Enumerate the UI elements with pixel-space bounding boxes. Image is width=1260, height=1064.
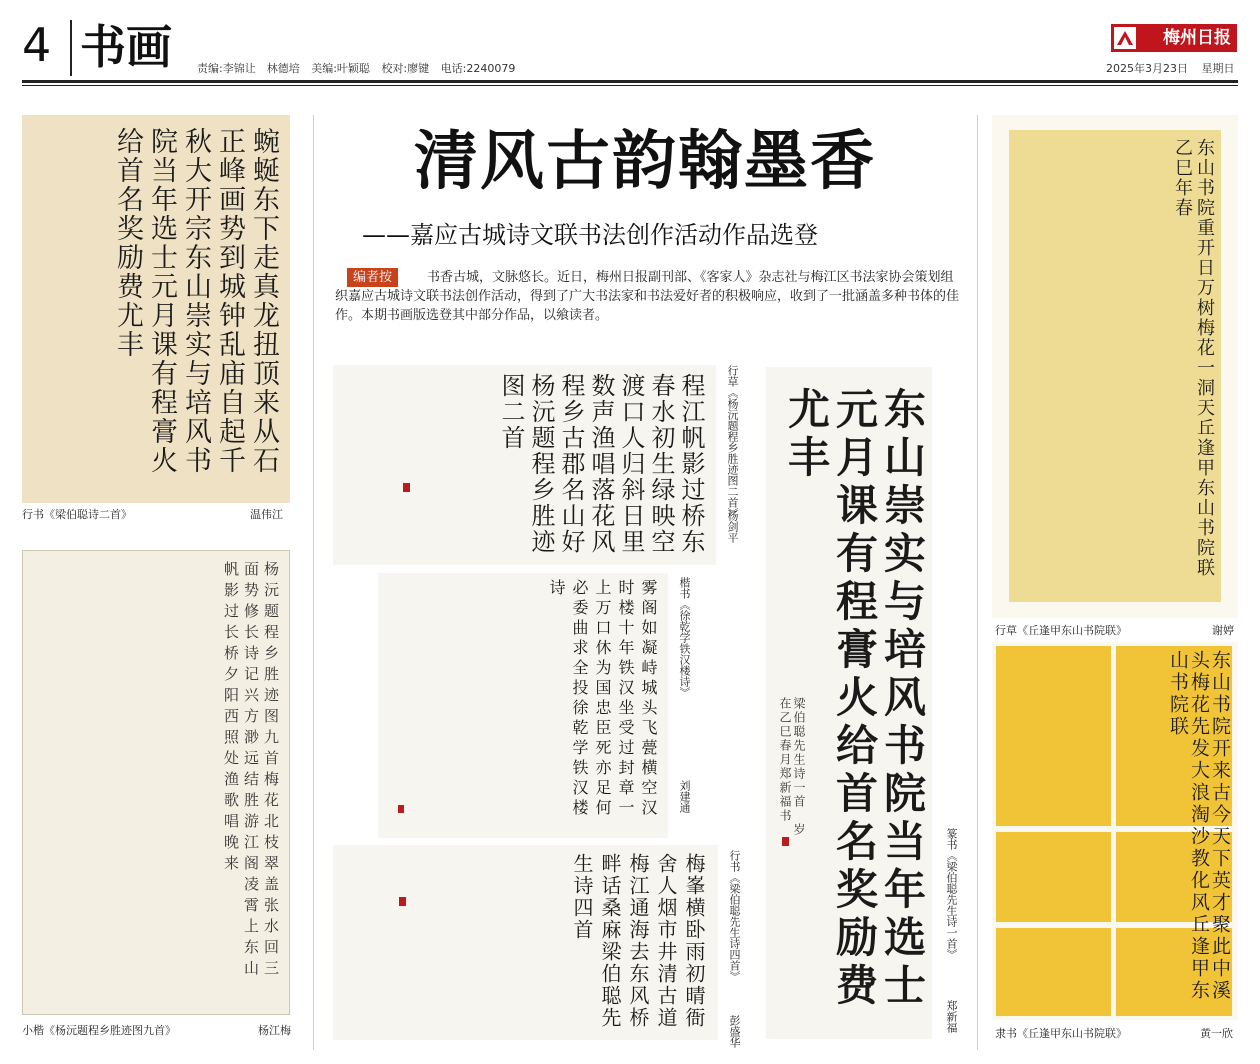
header-rule — [22, 80, 1238, 83]
seal-stamp — [403, 483, 410, 492]
calligraphy-text: 东山书院重开日万树梅花一洞天丘逢甲东山书院联乙巳年春 — [1172, 138, 1215, 578]
seal-stamp — [399, 897, 406, 906]
column-divider-right — [977, 115, 978, 1050]
seal-stamp — [782, 837, 789, 846]
artwork-caption: 行草《杨沅题程乡胜迹图二首》 — [726, 365, 739, 519]
page-number: 4 — [22, 18, 52, 72]
artwork-lishu-huang — [992, 642, 1238, 1020]
artwork-caption: 行书《梁伯聪诗二首》 — [22, 508, 132, 521]
seal-script-inscription: 梁伯聪先生诗一首 岁在乙巳春月郑新福书 — [778, 697, 806, 837]
artwork-xingcao-yang — [333, 365, 716, 565]
plum-blossom-icon — [1114, 27, 1136, 49]
calligraphy-text: 东山书院开来古今天下英才聚此中溪头梅花先发大浪淘沙教化风丘逢甲东山书院联 — [1167, 650, 1231, 1002]
credit-phone: 电话:2240079 — [440, 62, 516, 75]
weekday-text: 星期日 — [1201, 62, 1235, 75]
section-title: 书画 — [80, 20, 172, 74]
calligraphy-text: 程江帆影过桥东春水初生绿映空渡口人归斜日里数声渔唱落花风程乡古郡名山好杨沅题程乡胜迹图二首 — [497, 373, 705, 555]
artwork-caption: 隶书《丘逢甲东山书院联》 — [995, 1027, 1127, 1040]
artwork-kaishu-liu — [378, 573, 668, 838]
artwork-caption: 篆书《梁伯聪先生诗一首》 — [945, 828, 958, 960]
artwork-xingcao-xie — [992, 115, 1238, 618]
artist-name: 杨江梅 — [258, 1024, 291, 1037]
artist-name: 刘建通 — [678, 780, 691, 813]
article-headline: 清风古韵翰墨香 — [414, 124, 876, 199]
editorial-credits — [197, 60, 523, 76]
calligraphy-text: 蜿蜒东下走真龙扭顶来从石正峰画势到城钟乱庙自起千秋大开宗东山崇实与培风书院当年选士元月课有程膏火给首名奖励费尤丰 — [112, 127, 279, 475]
calligraphy-text: 杨沅题程乡胜迹图九首梅花北枝翠盖张水回三面势修长诗记兴方渺远结胜游江阁凌霄上东山帆影过长桥夕阳西照处渔歌唱晚来 — [222, 561, 280, 981]
calligraphy-text: 东山崇实与培风书院当年选士元月课有程膏火给首名奖励费尤丰 — [782, 387, 927, 1011]
artwork-zhuanshu-zheng — [766, 367, 932, 1039]
artwork-caption: 行草《丘逢甲东山书院联》 — [995, 624, 1127, 637]
seal-stamp — [398, 805, 404, 813]
editor-note: 书香古城，文脉悠长。近日，梅州日报副刊部、《客家人》杂志社与梅江区书法家协会策划组织嘉应古城诗文联书法创作活动，得到了广大书法家和书法爱好者的积极响应，收到了一批涵盖多种书体的佳作。本期书画版选登其中部分作品，以飨读者。 — [335, 270, 960, 323]
newspaper-logo: 梅州日报 — [1111, 24, 1237, 52]
artist-name: 彭盛华 — [728, 1015, 741, 1048]
artist-name: 谢婷 — [1212, 624, 1234, 637]
header-rule-thin — [22, 85, 1238, 86]
calligraphy-text: 雾阁如凝峙城头飞甍横空汉时楼十年铁汉坐受过封章一上万口休为国忠臣死亦足何必委曲求全投徐乾学铁汉楼诗 — [547, 579, 658, 819]
calligraphy-text: 梅峯横卧雨初晴衙舍人烟市井清古道梅江通海去东风桥畔话桑麻梁伯聪先生诗四首 — [570, 853, 706, 1029]
artwork-xiaokai-yang — [22, 550, 290, 1015]
artwork-caption: 行书《梁伯聪先生诗四首》 — [728, 850, 741, 982]
artwork-caption: 小楷《杨沅题程乡胜迹图九首》 — [22, 1024, 176, 1037]
artist-name: 杨剑平 — [726, 510, 739, 543]
scroll-paper — [1009, 130, 1221, 602]
column-divider-left — [313, 115, 314, 1050]
artwork-xingshu-liang — [22, 115, 290, 503]
editor-note-tag: 编者按 — [347, 268, 398, 287]
artist-name: 温伟江 — [250, 508, 283, 521]
credit-designer: 美编:叶颖聪 — [311, 62, 370, 75]
issue-date — [1096, 60, 1235, 76]
artist-name: 黄一欣 — [1200, 1027, 1233, 1040]
artwork-caption: 楷书《徐乾学铁汉楼诗》 — [678, 577, 691, 698]
header-divider — [70, 20, 72, 76]
artwork-xingshu-peng — [333, 845, 718, 1040]
article-subheadline: ——嘉应古城诗文联书法创作活动作品选登 — [362, 221, 818, 249]
credit-editor: 责编:李锦让 林德培 — [197, 62, 300, 75]
date-text: 2025年3月23日 — [1106, 62, 1188, 75]
artist-name: 郑新福 — [945, 1000, 958, 1033]
credit-proofreader: 校对:廖键 — [381, 62, 430, 75]
